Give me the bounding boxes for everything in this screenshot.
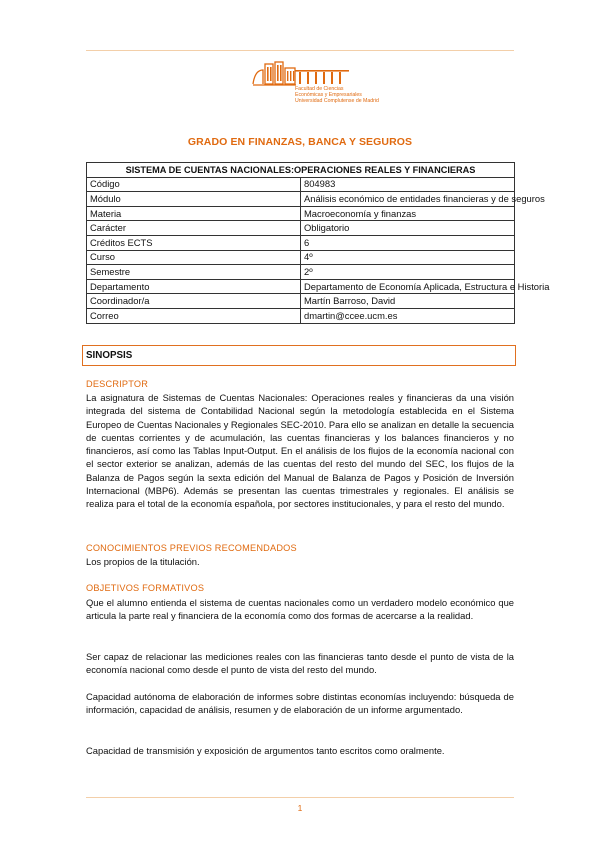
row-key: Créditos ECTS (87, 235, 301, 250)
table-title-row (87, 163, 515, 178)
building-logo-icon (251, 58, 297, 88)
row-key: Carácter (87, 221, 301, 236)
row-value: 4º (301, 250, 515, 265)
row-key: Semestre (87, 265, 301, 280)
objective-paragraph: Que el alumno entienda el sistema de cuentas nacionales como un verdadero modelo económico que articula la parte real y financiera de la economía como dos formas de acercarse a la realidad. (86, 597, 514, 622)
section-header-sinopsis (82, 345, 516, 366)
footer-rule (86, 797, 514, 798)
table-row (87, 221, 515, 236)
row-value: Obligatorio (301, 221, 515, 236)
table-row (87, 235, 515, 250)
table-row (87, 250, 515, 265)
row-value: Martín Barroso, David (301, 294, 515, 309)
descriptor-heading: DESCRIPTOR (86, 379, 149, 389)
row-key: Correo (87, 308, 301, 323)
table-row (87, 294, 515, 309)
objectives-heading: OBJETIVOS FORMATIVOS (86, 583, 205, 593)
logo-line: Económicas y Empresariales (295, 92, 362, 99)
table-row (87, 279, 515, 294)
table-row (87, 177, 515, 192)
objective-paragraph: Capacidad de transmisión y exposición de argumentos tanto escritos como oralmente. (86, 745, 445, 756)
degree-title: GRADO EN FINANZAS, BANCA Y SEGUROS (187, 136, 413, 148)
header-rule (86, 50, 514, 51)
row-value: 804983 (301, 177, 515, 192)
section-title: SINOPSIS (86, 350, 133, 361)
row-key: Curso (87, 250, 301, 265)
course-title: SISTEMA DE CUENTAS NACIONALES:OPERACIONES REALES Y FINANCIERAS (87, 163, 515, 178)
row-key: Módulo (87, 192, 301, 207)
prior-knowledge-heading: CONOCIMIENTOS PREVIOS RECOMENDADOS (86, 543, 297, 553)
descriptor-text: La asignatura de Sistemas de Cuentas Nacionales: Operaciones reales y financieras da una visión integrada del sistema de Contabilidad Nacional según la metodología establecida en el Sistema Europeo de Cuentas Nacionales y Regionales SEC-2010. Para ello se analizan en detalle la secuencia de cuentas corrientes y de acumulación, las cuentas financieras y los balances financieros y no financieros, así como las Tablas Input-Output. En el análisis de los flujos de la economía nacional con el sector exterior se analizan, además de las cuentas del resto del mundo del SEC, los flujos de la Balanza de Pagos según la sexta edición del Manual de Balanza de Pagos y Posición de Inversión Internacional (MBP6). Además se presentan las cuentas trimestrales y regionales. El análisis se realiza para el total de la economía española, por sectores institucionales, y para el resto del mundo. (86, 392, 514, 510)
row-value: Macroeconomía y finanzas (301, 206, 515, 221)
logo-text (295, 86, 379, 105)
row-key: Coordinador/a (87, 294, 301, 309)
objective-paragraph: Capacidad autónoma de elaboración de informes sobre distintas economías incluyendo: búsqueda de información, capacidad de análisis, resumen y de elaboración de un informe argumentado. (86, 691, 514, 716)
course-info-table (86, 162, 550, 324)
table-row (87, 308, 515, 323)
row-key: Código (87, 177, 301, 192)
objective-paragraph: Ser capaz de relacionar las mediciones reales con las financieras tanto desde el punto de vista de la economía nacional como desde el punto de vista del resto del mundo. (86, 651, 514, 676)
row-key: Materia (87, 206, 301, 221)
row-value: Análisis económico de entidades financieras y de seguros (301, 192, 515, 207)
row-value: Departamento de Economía Aplicada, Estructura e Historia (301, 279, 515, 294)
row-value: 6 (301, 235, 515, 250)
faculty-logo (251, 58, 379, 110)
page-number: 1 (297, 803, 303, 813)
logo-line: Universidad Complutense de Madrid (295, 98, 379, 105)
table-row (87, 206, 515, 221)
row-key: Departamento (87, 279, 301, 294)
logo-line: Facultad de Ciencias (295, 86, 344, 92)
table-row (87, 192, 515, 207)
table-row (87, 265, 515, 280)
logo-columns-icon (295, 66, 349, 86)
row-value: dmartin@ccee.ucm.es (301, 308, 515, 323)
prior-knowledge-text: Los propios de la titulación. (86, 556, 200, 567)
row-value: 2º (301, 265, 515, 280)
